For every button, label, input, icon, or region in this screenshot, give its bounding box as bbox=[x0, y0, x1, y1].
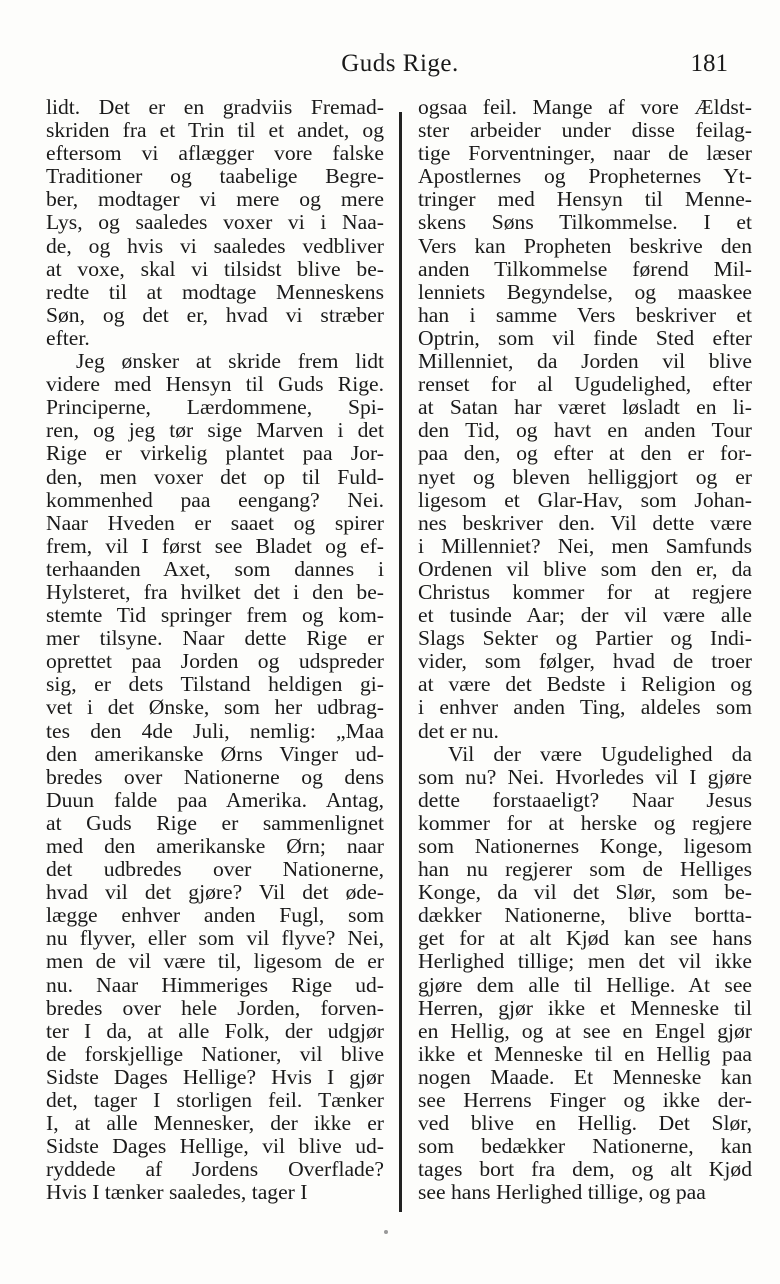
text-line: tes den 4de Juli, nemlig: „Maa bbox=[46, 718, 384, 743]
text-line: bredes over Nationerne og dens bbox=[46, 764, 384, 789]
text-line: han i samme Vers beskriver et bbox=[418, 302, 752, 327]
text-line: paa den, og efter at den er for- bbox=[418, 441, 752, 466]
text-line: Vil der være Ugudelighed da bbox=[448, 741, 752, 766]
text-line: det udbredes over Nationerne, bbox=[46, 857, 384, 882]
text-line: et tusinde Aar; der vil være alle bbox=[418, 603, 752, 628]
text-line: ber, modtager vi mere og mere bbox=[46, 187, 384, 212]
text-line: anden Tilkommelse førend Mil- bbox=[418, 256, 752, 281]
text-line: det, tager I storligen feil. Tænker bbox=[46, 1088, 384, 1113]
text-line: Slags Sekter og Partier og Indi- bbox=[418, 626, 752, 651]
running-title: Guds Rige. bbox=[341, 50, 459, 77]
left-column bbox=[46, 96, 384, 1205]
text-line: stemte Tid springer frem og kom- bbox=[46, 603, 384, 628]
text-line: som bedækker Nationerne, kan bbox=[418, 1134, 752, 1159]
text-line: ved blive en Hellig. Det Slør, bbox=[418, 1111, 752, 1136]
text-line: hvad vil det gjøre? Vil det øde- bbox=[46, 880, 384, 905]
text-line: see hans Herlighed tillige, og paa bbox=[418, 1180, 706, 1205]
text-line: tages bort fra dem, og alt Kjød bbox=[418, 1157, 752, 1182]
text-line: I, at alle Mennesker, der ikke er bbox=[46, 1111, 384, 1136]
text-line: skriden fra et Trin til et andet, og bbox=[46, 118, 384, 143]
text-line: ogsaa feil. Mange af vore Ældst- bbox=[418, 95, 752, 119]
text-line: som nu? Nei. Hvorledes vil I gjøre bbox=[418, 764, 752, 789]
text-line: videre med Hensyn til Guds Rige. bbox=[46, 372, 384, 397]
text-line: terhaanden Axet, som dannes i bbox=[46, 556, 384, 581]
text-line: Hvis I tænker saaledes, tager I bbox=[46, 1180, 308, 1205]
text-line: Traditioner og taabelige Begre- bbox=[46, 164, 384, 189]
text-line: dette forstaaeligt? Naar Jesus bbox=[418, 787, 752, 812]
text-line: i Millenniet? Nei, men Samfunds bbox=[418, 533, 752, 558]
text-line: ter I da, at alle Folk, der udgjør bbox=[46, 1018, 384, 1043]
text-line: mer tilsyne. Naar dette Rige er bbox=[46, 626, 384, 651]
text-line: den Tid, og havt en anden Tour bbox=[418, 418, 752, 443]
text-line: med den amerikanske Ørn; naar bbox=[46, 834, 384, 858]
text-line: Jeg ønsker at skride frem lidt bbox=[76, 349, 384, 374]
text-line: at voxe, skal vi tilsidst blive be- bbox=[46, 256, 384, 281]
text-line: nyet og bleven helliggjort og er bbox=[418, 464, 752, 489]
text-line: bredes over hele Jorden, forven- bbox=[46, 995, 384, 1020]
text-line: ren, og jeg tør sige Marven i det bbox=[46, 418, 384, 443]
text-line: Herlighed tillige; men det vil ikke bbox=[418, 949, 752, 974]
text-line: Apostlernes og Propheternes Yt- bbox=[418, 164, 752, 189]
text-line: Christus kommer for at regjere bbox=[418, 579, 752, 604]
text-line: Konge, da vil det Slør, som be- bbox=[418, 880, 752, 905]
text-line: nu flyver, eller som vil flyve? Nei, bbox=[46, 926, 384, 951]
text-line: Herren, gjør ikke et Menneske til bbox=[418, 995, 752, 1020]
text-line: see Herrens Finger og ikke der- bbox=[418, 1088, 752, 1113]
text-line: dækker Nationerne, blive bortta- bbox=[418, 903, 752, 928]
text-line: lægge enhver anden Fugl, som bbox=[46, 903, 384, 928]
text-line: efter. bbox=[46, 325, 90, 350]
text-line: at Satan har været løsladt en li- bbox=[418, 395, 752, 420]
text-line: han nu regjerer som de Helliges bbox=[418, 857, 752, 882]
text-line: tige Forventninger, naar de læser bbox=[418, 141, 752, 166]
text-line: eftersom vi aflægger vore falske bbox=[46, 141, 384, 166]
text-line: ster arbeider under disse feilag- bbox=[418, 118, 752, 143]
text-line: Millenniet, da Jorden vil blive bbox=[418, 349, 752, 374]
text-line: Sidste Dages Hellige, vil blive ud- bbox=[46, 1134, 384, 1159]
text-line: vet i det Ønske, som her udbrag- bbox=[46, 695, 384, 720]
text-line: men de vil være til, ligesom de er bbox=[46, 949, 384, 974]
text-line: kommer for at herske og regjere bbox=[418, 810, 752, 835]
text-line: den, men voxer det op til Fuld- bbox=[46, 464, 384, 489]
text-line: kommenhed paa eengang? Nei. bbox=[46, 487, 384, 512]
text-line: frem, vil I først see Bladet og ef- bbox=[46, 533, 384, 558]
text-line: Hylsteret, fra hvilket det i den be- bbox=[46, 579, 384, 604]
text-line: Ordenen vil blive som den er, da bbox=[418, 556, 752, 581]
text-line: sig, er dets Tilstand heldigen gi- bbox=[46, 672, 384, 697]
text-line: tringer med Hensyn til Menne- bbox=[418, 187, 752, 212]
text-line: Lys, og saaledes voxer vi i Naa- bbox=[46, 210, 384, 235]
text-line: som Nationernes Konge, ligesom bbox=[418, 834, 752, 858]
text-line: ryddede af Jordens Overflade? bbox=[46, 1157, 384, 1182]
text-line: Sidste Dages Hellige? Hvis I gjør bbox=[46, 1064, 384, 1089]
text-line: den amerikanske Ørns Vinger ud- bbox=[46, 741, 384, 766]
text-line: Principerne, Lærdommene, Spi- bbox=[46, 395, 384, 420]
text-line: Duun falde paa Amerika. Antag, bbox=[46, 787, 384, 812]
text-line: en Hellig, og at see en Engel gjør bbox=[418, 1018, 752, 1043]
text-line: nogen Maade. Et Menneske kan bbox=[418, 1064, 752, 1089]
text-line: nes beskriver den. Vil dette være bbox=[418, 510, 752, 535]
text-line: lenniets Begyndelse, og maaskee bbox=[418, 279, 752, 304]
text-line: Søn, og det er, hvad vi stræber bbox=[46, 302, 384, 327]
column-divider bbox=[399, 112, 402, 1212]
right-column bbox=[418, 96, 752, 1205]
text-line: Optrin, som vil finde Sted efter bbox=[418, 325, 752, 350]
text-line: vider, som følger, hvad de troer bbox=[418, 649, 752, 674]
text-line: ligesom et Glar-Hav, som Johan- bbox=[418, 487, 752, 512]
text-line: skens Søns Tilkommelse. I et bbox=[418, 210, 752, 235]
text-line: i enhver anden Ting, aldeles som bbox=[418, 695, 752, 720]
text-line: oprettet paa Jorden og udspreder bbox=[46, 649, 384, 674]
text-line: Naar Hveden er saaet og spirer bbox=[46, 510, 384, 535]
text-line: gjøre dem alle til Hellige. At see bbox=[418, 972, 752, 997]
text-line: renset for al Ugudelighed, efter bbox=[418, 372, 752, 397]
text-line: de, og hvis vi saaledes vedbliver bbox=[46, 233, 384, 258]
text-line: Rige er virkelig plantet paa Jor- bbox=[46, 441, 384, 466]
text-line: de forskjellige Nationer, vil blive bbox=[46, 1041, 384, 1066]
page-number: 181 bbox=[690, 50, 728, 77]
text-line: get for at alt Kjød kan see hans bbox=[418, 926, 752, 951]
text-line: at være det Bedste i Religion og bbox=[418, 672, 752, 697]
text-line: redte til at modtage Menneskens bbox=[46, 279, 384, 304]
text-line: ikke et Menneske til en Hellig paa bbox=[418, 1041, 752, 1066]
text-line: det er nu. bbox=[418, 718, 499, 743]
text-line: lidt. Det er en gradviis Fremad- bbox=[46, 95, 384, 119]
footer-mark bbox=[384, 1230, 388, 1234]
text-line: at Guds Rige er sammenlignet bbox=[46, 810, 384, 835]
text-line: nu. Naar Himmeriges Rige ud- bbox=[46, 972, 384, 997]
text-line: Vers kan Propheten beskrive den bbox=[418, 233, 752, 258]
